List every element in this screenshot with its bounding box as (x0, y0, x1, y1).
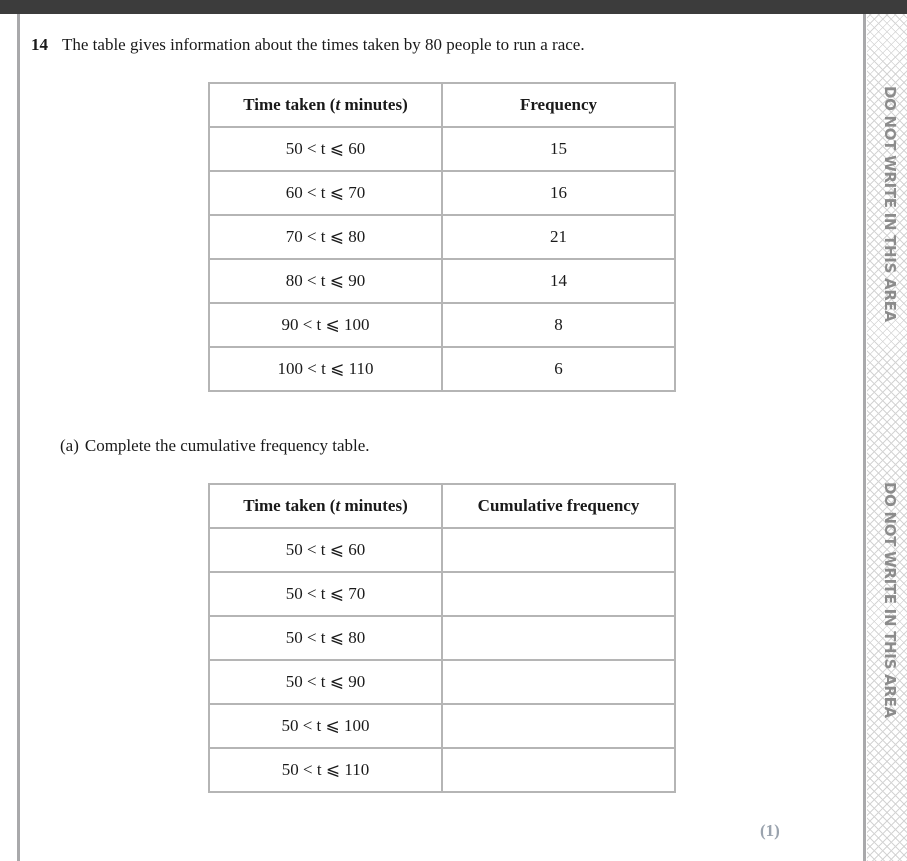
table-row (209, 127, 675, 171)
cumulative-frequency-table (208, 483, 676, 793)
table-row (209, 259, 675, 303)
part-a-label: (a) (60, 436, 79, 455)
table-row (209, 616, 675, 660)
part-a-instruction (60, 436, 370, 456)
header-frequency: Frequency (442, 83, 675, 127)
interval-cell: 50 < t ⩽ 80 (209, 616, 442, 660)
do-not-write-warning-bottom: DO NOT WRITE IN THIS AREA (881, 482, 899, 718)
interval-cell: 50 < t ⩽ 90 (209, 660, 442, 704)
interval-cell: 50 < t ⩽ 70 (209, 572, 442, 616)
frequency-cell: 14 (442, 259, 675, 303)
frequency-cell: 16 (442, 171, 675, 215)
table-row (209, 528, 675, 572)
frequency-cell: 15 (442, 127, 675, 171)
left-margin-rule (17, 14, 20, 861)
header-time-taken: Time taken (t minutes) (209, 484, 442, 528)
right-margin-rule (863, 14, 866, 861)
question-number: 14 (31, 35, 48, 54)
header-cumulative-frequency: Cumulative frequency (442, 484, 675, 528)
do-not-write-warning-top: DO NOT WRITE IN THIS AREA (881, 86, 899, 322)
cumulative-frequency-answer-cell[interactable] (442, 660, 675, 704)
frequency-cell: 6 (442, 347, 675, 391)
frequency-cell: 8 (442, 303, 675, 347)
table-header-row (209, 484, 675, 528)
interval-cell: 60 < t ⩽ 70 (209, 171, 442, 215)
top-bar (0, 0, 907, 14)
header-time-taken: Time taken (t minutes) (209, 83, 442, 127)
interval-cell: 100 < t ⩽ 110 (209, 347, 442, 391)
interval-cell: 50 < t ⩽ 110 (209, 748, 442, 792)
table-row (209, 303, 675, 347)
table-row (209, 660, 675, 704)
frequency-cell: 21 (442, 215, 675, 259)
interval-cell: 70 < t ⩽ 80 (209, 215, 442, 259)
question-text: The table gives information about the times taken by 80 people to run a race. (62, 35, 585, 54)
part-a-text: Complete the cumulative frequency table. (84, 436, 370, 455)
frequency-table (208, 82, 676, 392)
marks-indicator: (1) (760, 821, 780, 840)
cumulative-frequency-answer-cell[interactable] (442, 616, 675, 660)
cumulative-frequency-answer-cell[interactable] (442, 704, 675, 748)
table-row (209, 748, 675, 792)
cumulative-frequency-answer-cell[interactable] (442, 528, 675, 572)
table-row (209, 347, 675, 391)
table-header-row (209, 83, 675, 127)
table-row (209, 215, 675, 259)
cumulative-frequency-answer-cell[interactable] (442, 572, 675, 616)
interval-cell: 50 < t ⩽ 100 (209, 704, 442, 748)
table-row (209, 171, 675, 215)
interval-cell: 90 < t ⩽ 100 (209, 303, 442, 347)
interval-cell: 50 < t ⩽ 60 (209, 127, 442, 171)
interval-cell: 50 < t ⩽ 60 (209, 528, 442, 572)
cumulative-frequency-answer-cell[interactable] (442, 748, 675, 792)
table-row (209, 572, 675, 616)
table-row (209, 704, 675, 748)
interval-cell: 80 < t ⩽ 90 (209, 259, 442, 303)
